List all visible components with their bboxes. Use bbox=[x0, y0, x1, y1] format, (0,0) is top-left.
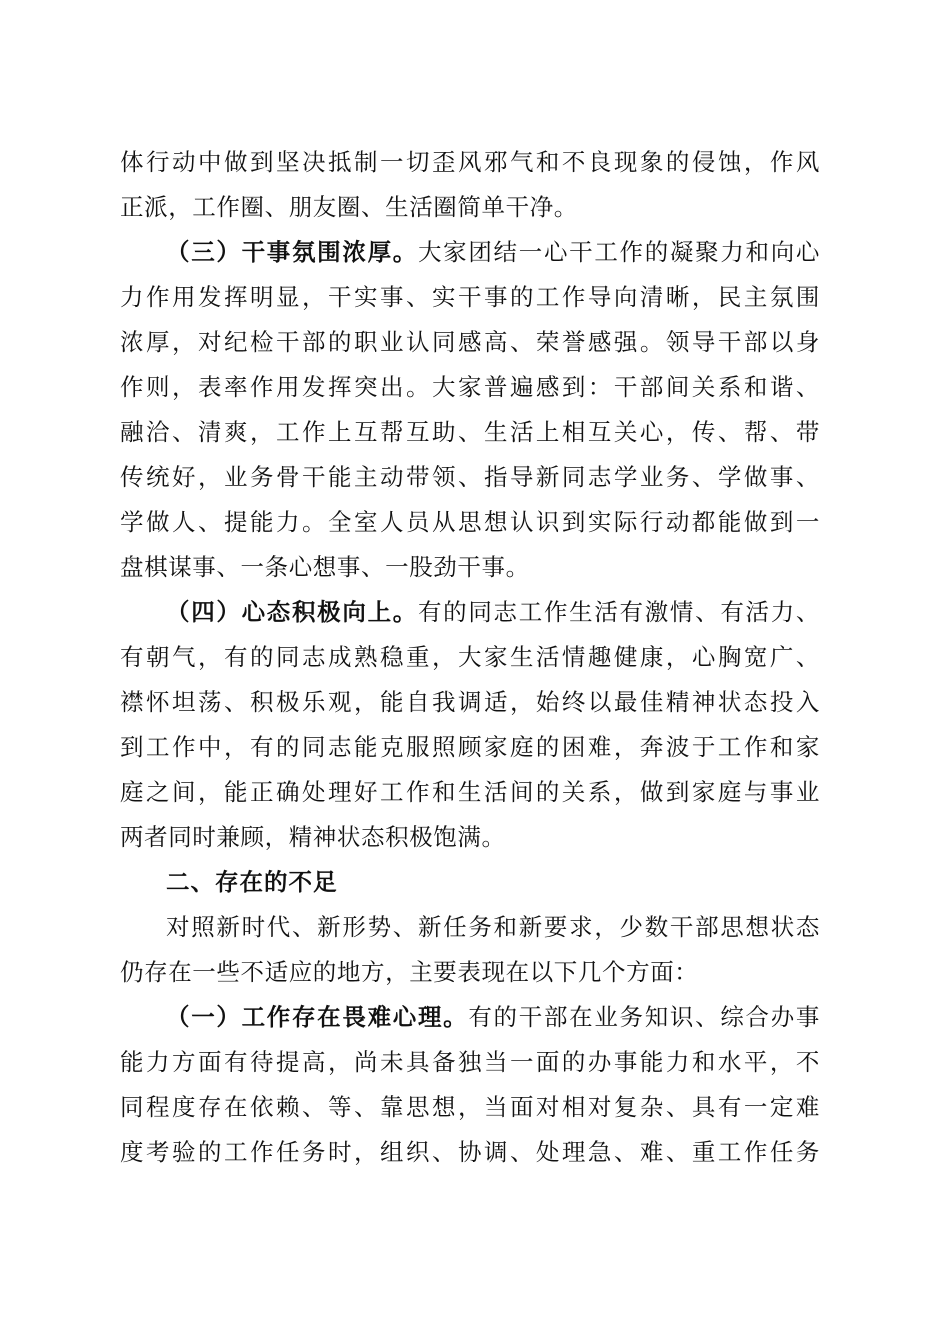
paragraph-line: 到工作中，有的同志能克服照顾家庭的困难，奔波于工作和家 bbox=[120, 733, 820, 761]
paragraph-line: 仍存在一些不适应的地方，主要表现在以下几个方面： bbox=[120, 958, 699, 986]
paragraph-text: 大家团结一心干工作的凝聚力和向心 bbox=[417, 238, 821, 266]
paragraph-line: 融洽、清爽，工作上互帮互助、生活上相互关心，传、帮、带 bbox=[120, 418, 820, 446]
paragraph-line: 襟怀坦荡、积极乐观，能自我调适，始终以最佳精神状态投入 bbox=[120, 688, 820, 716]
subsection-heading: （四）心态积极向上。 bbox=[166, 598, 418, 626]
paragraph-line: 盘棋谋事、一条心想事、一股劲干事。 bbox=[120, 553, 530, 581]
paragraph-line: 浓厚，对纪检干部的职业认同感高、荣誉感强。领导干部以身 bbox=[120, 328, 820, 356]
subsection-heading: （一）工作存在畏难心理。 bbox=[166, 1003, 469, 1031]
paragraph-line: 学做人、提能力。全室人员从思想认识到实际行动都能做到一 bbox=[120, 508, 820, 536]
paragraph-first-line bbox=[166, 232, 820, 272]
paragraph-line: 庭之间，能正确处理好工作和生活间的关系，做到家庭与事业 bbox=[120, 778, 820, 806]
paragraph-first-line bbox=[166, 997, 820, 1037]
paragraph-line: 有朝气，有的同志成熟稳重，大家生活情趣健康，心胸宽广、 bbox=[120, 643, 820, 671]
paragraph-line: 力作用发挥明显，干实事、实干事的工作导向清晰，民主氛围 bbox=[120, 283, 820, 311]
paragraph-first-line bbox=[166, 592, 820, 632]
paragraph-line: 作则，表率作用发挥突出。大家普遍感到：干部间关系和谐、 bbox=[120, 373, 820, 401]
paragraph-line: 正派，工作圈、朋友圈、生活圈简单干净。 bbox=[120, 193, 578, 221]
paragraph-line: 体行动中做到坚决抵制一切歪风邪气和不良现象的侵蚀，作风 bbox=[120, 148, 820, 176]
paragraph-line: 能力方面有待提高，尚未具备独当一面的办事能力和水平，不 bbox=[120, 1048, 820, 1076]
paragraph-line: 两者同时兼顾，精神状态积极饱满。 bbox=[120, 823, 506, 851]
section-heading: 二、存在的不足 bbox=[166, 868, 338, 896]
paragraph-line: 度考验的工作任务时，组织、协调、处理急、难、重工作任务 bbox=[120, 1138, 820, 1166]
paragraph-line: 传统好，业务骨干能主动带领、指导新同志学业务、学做事、 bbox=[120, 463, 820, 491]
paragraph-first-line: 对照新时代、新形势、新任务和新要求，少数干部思想状态 bbox=[166, 913, 820, 941]
subsection-heading: （三）干事氛围浓厚。 bbox=[166, 238, 418, 266]
paragraph-text: 有的同志工作生活有激情、有活力、 bbox=[417, 598, 821, 626]
paragraph-line: 同程度存在依赖、等、靠思想，当面对相对复杂、具有一定难 bbox=[120, 1093, 820, 1121]
paragraph-text: 有的干部在业务知识、综合办事 bbox=[468, 1003, 821, 1031]
